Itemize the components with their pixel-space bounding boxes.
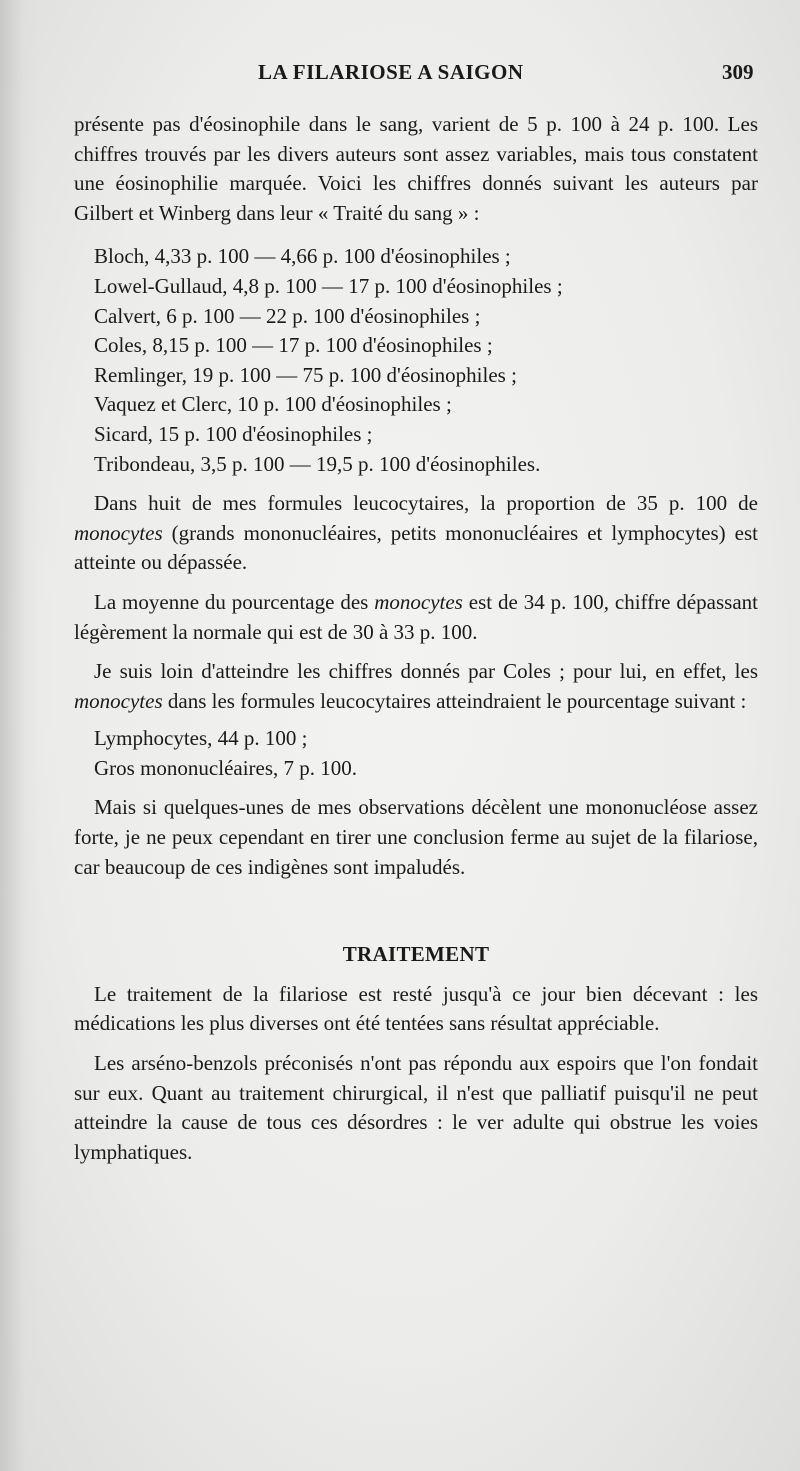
list-item: Remlinger, 19 p. 100 — 75 p. 100 d'éosinophiles ; xyxy=(94,362,517,387)
list-item: Calvert, 6 p. 100 — 22 p. 100 d'éosinophiles ; xyxy=(94,303,481,328)
list-item: Bloch, 4,33 p. 100 — 4,66 p. 100 d'éosinophiles ; xyxy=(94,244,511,269)
paragraph-7: Les arséno-benzols préconisés n'ont pas répondu aux espoirs que l'on fondait sur eux. Quant au traitement chirurgical, il n'est que palliatif puisqu'il ne peut atteindre la cause de tous ces désordres : le ver adulte qui obstrue les voies lymphatiques. xyxy=(74,1051,758,1164)
paragraph-4-text: Je suis loin d'atteindre les chiffres donnés par Coles ; pour lui, en effet, les xyxy=(94,659,758,684)
paragraph-4-text-end: dans les formules leucocytaires atteindraient le pourcentage suivant : xyxy=(162,688,747,713)
paragraph-4-italic: monocytes xyxy=(74,688,163,713)
paragraph-2-text: Dans huit de mes formules leucocytaires, la proportion de 35 p. 100 de xyxy=(94,491,758,516)
list-item: Tribondeau, 3,5 p. 100 — 19,5 p. 100 d'éosinophiles. xyxy=(94,451,541,476)
paragraph-3-text: La moyenne du pourcentage des xyxy=(94,589,375,614)
list-item: Vaquez et Clerc, 10 p. 100 d'éosinophiles ; xyxy=(94,392,452,417)
paragraph-2-text-end: (grands mononucléaires, petits mononucléaires et lymphocytes) est atteinte ou dépassée. xyxy=(74,520,758,575)
paragraph-2-italic: monocytes xyxy=(74,520,163,545)
coles-percentage-list xyxy=(94,724,758,783)
page-number: 309 xyxy=(722,60,754,84)
list-item: Lymphocytes, 44 p. 100 ; xyxy=(94,726,308,751)
running-header xyxy=(0,56,800,90)
page-edge-shadow xyxy=(0,0,40,1471)
paragraph-3-italic: monocytes xyxy=(374,589,463,614)
list-item: Sicard, 15 p. 100 d'éosinophiles ; xyxy=(94,421,373,446)
authors-eosinophil-list xyxy=(94,242,758,479)
list-item: Coles, 8,15 p. 100 — 17 p. 100 d'éosinophiles ; xyxy=(94,333,493,358)
paragraph-1: présente pas d'éosinophile dans le sang, varient de 5 p. 100 à 24 p. 100. Les chiffres trouvés par les divers auteurs sont assez variables, mais tous constatent une éosinophilie marquée. Voici les chiffres donnés suivant les auteurs par Gilbert et Winberg dans leur « Traité du sang » : xyxy=(74,112,758,225)
paragraph-2 xyxy=(74,489,758,578)
paragraph-5: Mais si quelques-unes de mes observations décèlent une mononucléose assez forte, je ne peux cependant en tirer une conclusion ferme au sujet de la filariose, car beaucoup de ces indigènes sont impaludés. xyxy=(74,795,758,879)
list-item: Lowel-Gullaud, 4,8 p. 100 — 17 p. 100 d'éosinophiles ; xyxy=(94,273,563,298)
paragraph-6: Le traitement de la filariose est resté jusqu'à ce jour bien décevant : les médications les plus diverses ont été tentées sans résultat appréciable. xyxy=(74,981,758,1036)
paragraph-3-text-end: est de 34 p. 100, chiffre dépassant légèrement la normale qui est de 30 à 33 p. 100. xyxy=(74,589,758,644)
running-title: LA FILARIOSE A SAIGON xyxy=(258,60,524,84)
list-item: Gros mononucléaires, 7 p. 100. xyxy=(94,755,358,780)
paragraph-3 xyxy=(74,588,758,647)
body-text xyxy=(74,110,758,1167)
paragraph-4 xyxy=(74,657,758,716)
section-heading-traitement: TRAITEMENT xyxy=(342,942,490,967)
